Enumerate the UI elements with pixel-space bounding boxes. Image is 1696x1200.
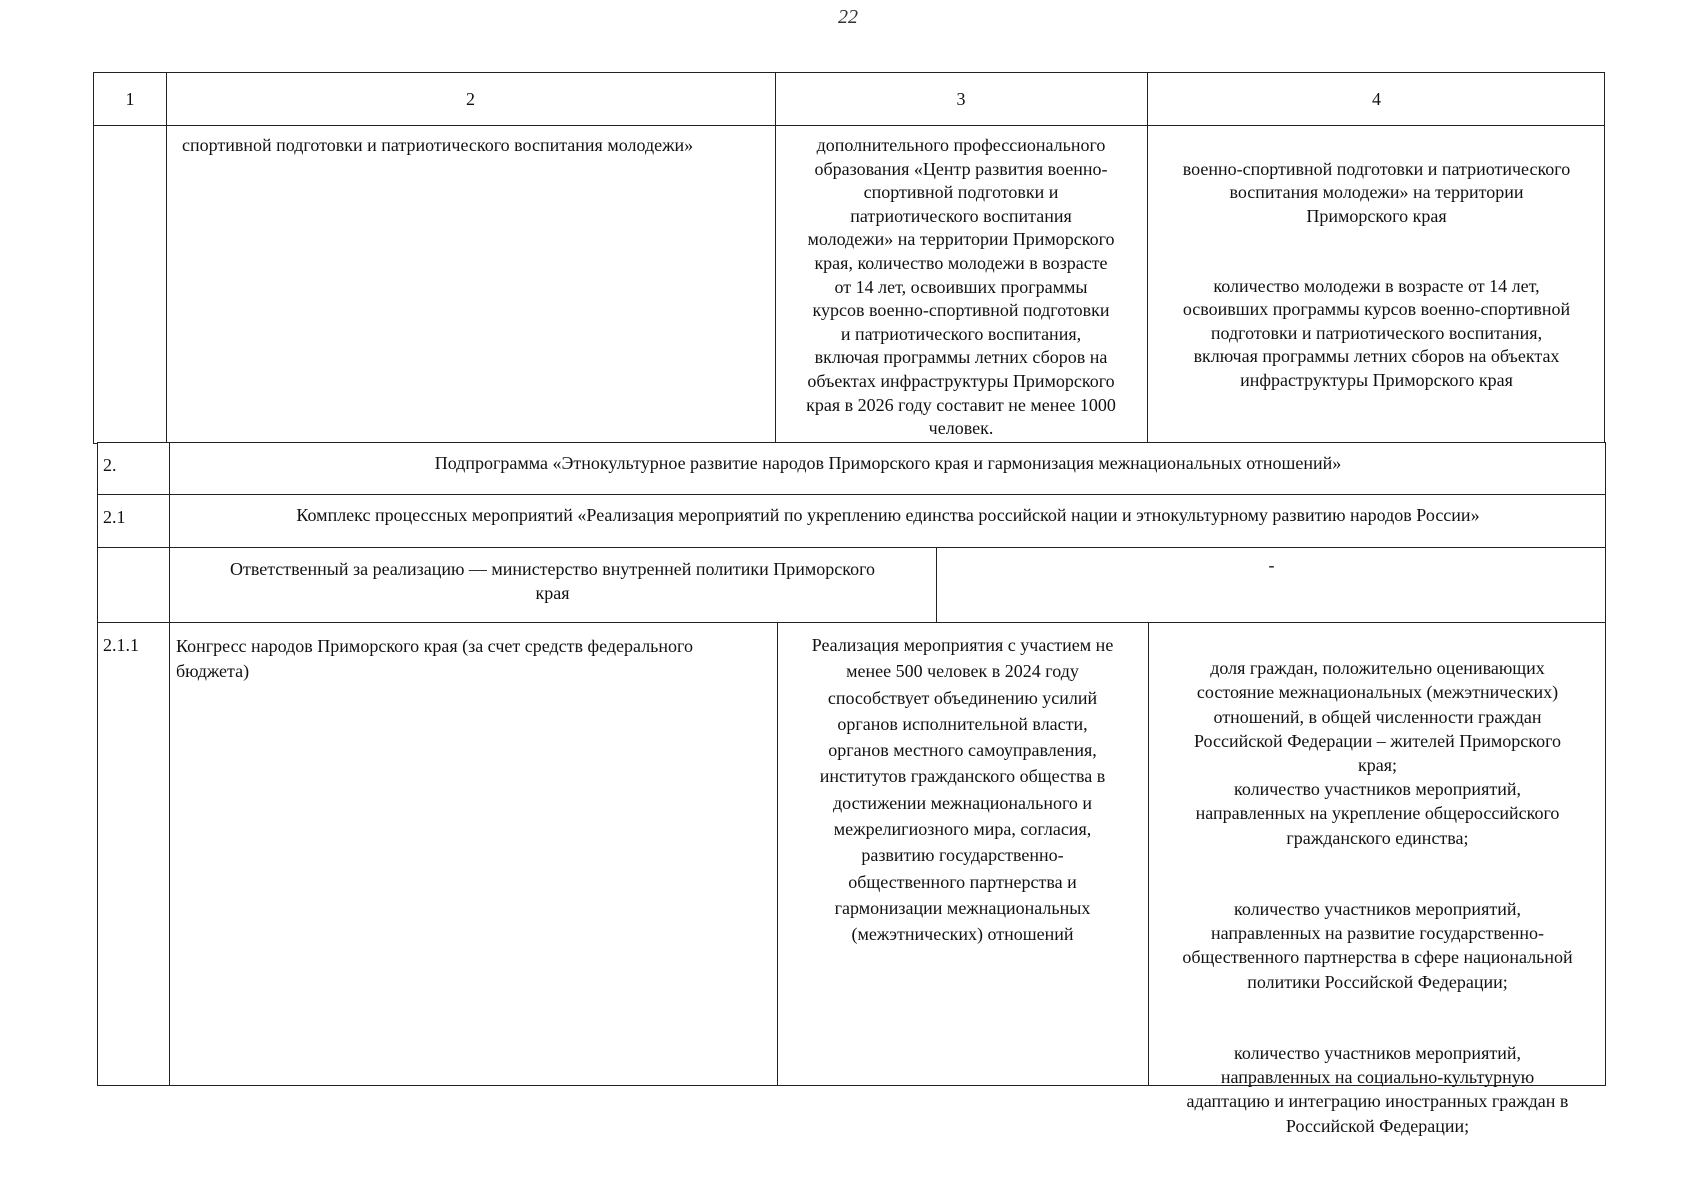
complex-number: 2.1 (103, 507, 126, 527)
header-col-4: 4 (1372, 89, 1381, 109)
text-paragraph: доля граждан, положительно оценивающих состояние межнациональных (межэтнических) отношений, в общей численности граждан Российской Федерации – жителей Приморского края; количество участников мероприятий, направленных на укрепление общероссийского гражданского единства; (1193, 658, 1562, 848)
text-paragraph: количество участников мероприятий, направленных на социально-культурную адаптацию и интеграцию иностранных граждан в Российской Федерации; (1186, 1043, 1569, 1136)
responsible-value: - (1268, 555, 1275, 575)
table-block-top (93, 72, 1605, 444)
header-col-3: 3 (956, 89, 966, 109)
text-paragraph: количество молодежи в возрасте от 14 лет, освоивших программы курсов военно-спортивной подготовки и патриотического воспитания, включая программы летних сборов на объектах инфраструктуры Приморского края (1182, 275, 1571, 390)
column-divider (169, 623, 170, 1085)
activity-name: Конгресс народов Приморского края (за счет средств федерального бюджета) (176, 636, 693, 681)
header-col-1: 1 (125, 89, 135, 109)
column-divider (166, 73, 167, 443)
text-paragraph: количество участников мероприятий, направленных на развитие государственно- общественного партнерства в сфере национальной политики Российской Федерации; (1182, 899, 1573, 992)
activity-number: 2.1.1 (103, 635, 139, 655)
responsible-text: Ответственный за реализацию — министерство внутренней политики Приморского края (229, 559, 876, 603)
activity-indicators (1148, 632, 1607, 1162)
continuation-col-3: дополнительного профессионального образования «Центр развития военно- спортивной подготовки и патриотического воспитания молодежи» на территории Приморского края, количество молодежи в возрасте от 14 лет, освоивших программы курсов военно-спортивной подготовки и патриотического воспитания, включая программы летних сборов на объектах инфраструктуры Приморского края в 2026 году составит не менее 1000 человек. (806, 135, 1116, 439)
complex-title: Комплекс процессных мероприятий «Реализация мероприятий по укреплению единства российской нации и этнокультурному развитию народов России» (296, 505, 1480, 525)
header-col-2: 2 (466, 89, 475, 109)
page-number: 22 (838, 6, 858, 28)
subprogram-title: Подпрограмма «Этнокультурное развитие народов Приморского края и гармонизация межнациональных отношений» (434, 453, 1342, 473)
activity-row-2-1-1 (97, 622, 1606, 1136)
activity-result: Реализация мероприятия с участием не менее 500 человек в 2024 году способствует объединению усилий органов исполнительной власти, органов местного самоуправления, институтов гражданского общества в достижении межнационального и межрелигиозного мира, согласия, развитию государственно- общественного партнерства и гармонизации межнациональных (межэтнических) отношений (811, 635, 1114, 945)
subprogram-number: 2. (103, 455, 117, 475)
row-divider (94, 125, 1604, 126)
text-paragraph: военно-спортивной подготовки и патриотического воспитания молодежи» на территории Приморского края (1182, 158, 1571, 226)
responsible-row (97, 547, 1606, 623)
subprogram-row (97, 442, 1606, 495)
continuation-col-2: спортивной подготовки и патриотического воспитания молодежи» (182, 135, 694, 155)
complex-row (97, 494, 1606, 548)
